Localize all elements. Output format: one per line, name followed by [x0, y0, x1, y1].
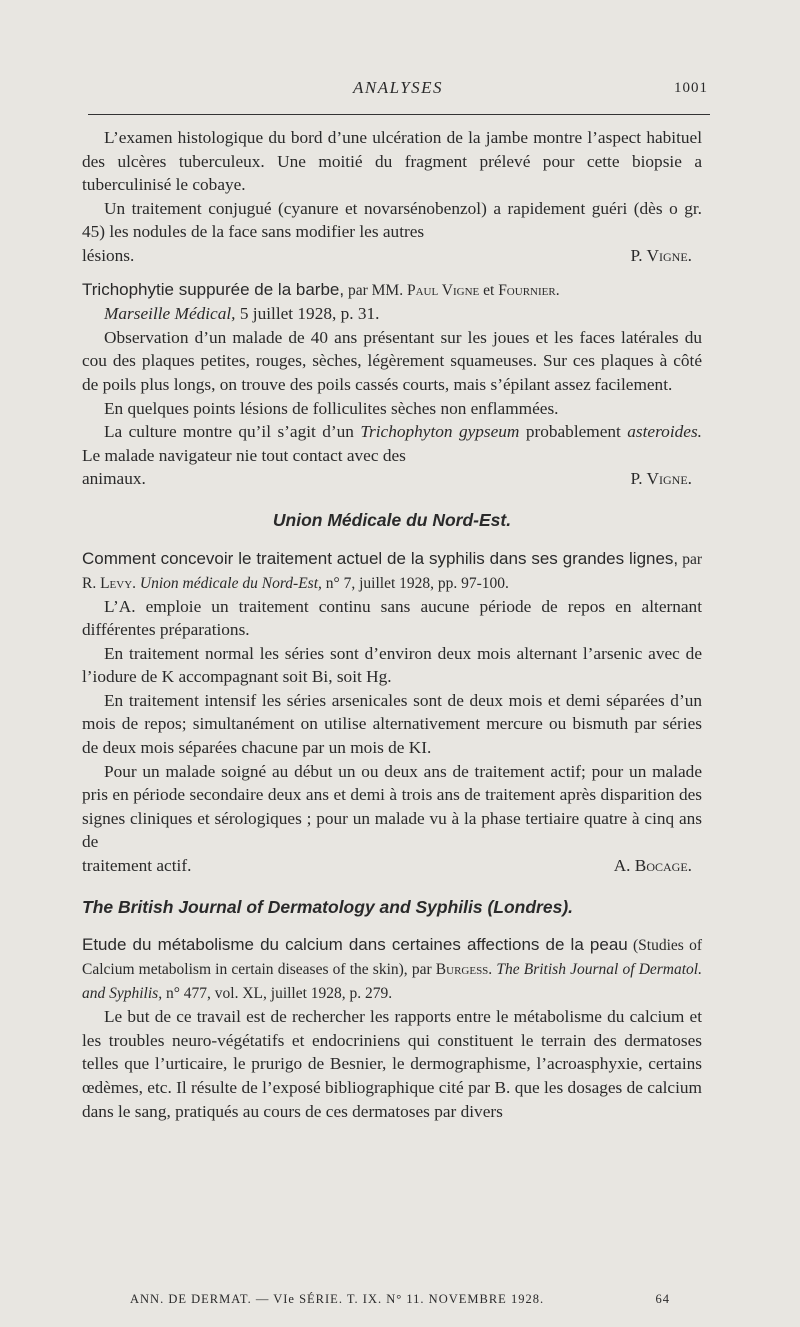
- species-name: Trichophyton gypseum: [360, 422, 520, 442]
- paragraph-end-with-signature: [82, 244, 702, 268]
- paragraph: La culture montre qu’il s’agit d’un Trichophyton gypseum probablement asteroides. Le malade navigateur nie tout contact avec des: [82, 422, 702, 465]
- page-header: [88, 78, 708, 102]
- journal-name: The British Journal of Dermatol. and Syphilis,: [82, 961, 702, 1003]
- journal-name: Union médicale du Nord-Est,: [136, 574, 322, 592]
- paragraph-tail: animaux.: [82, 469, 146, 489]
- article-heading: Comment concevoir le traitement actuel de la syphilis dans ses grandes lignes, par R. Levy. Union médicale du Nord-Est, n° 7, juillet 1928, pp. 97-100.: [82, 548, 703, 592]
- article-title: Comment concevoir le traitement actuel de la syphilis dans ses grandes lignes,: [82, 548, 679, 568]
- paragraph: L’examen histologique du bord d’une ulcération de la jambe montre l’aspect habituel des ulcères tuberculeux. Une moitié du fragment prélevé pour cette biopsie a tuberculinisé le cobaye.: [82, 128, 702, 195]
- paragraph: En quelques points lésions de folliculites sèches non enflammées.: [104, 398, 559, 418]
- article-subtitle: (Studies of Calcium metabolism in certain diseases of the skin), par: [82, 937, 703, 979]
- article-heading: Etude du métabolisme du calcium dans certaines affections de la peau (Studies of Calcium metabolism in certain diseases of the skin), par Burgess. The British Journal of Dermatol. and Syphilis, n° 477, vol. XL, juillet 1928, p. 279.: [82, 935, 703, 1003]
- signature: A. Bocage.: [613, 856, 692, 876]
- author: Paul Vigne: [406, 281, 480, 299]
- paragraph: En traitement intensif les séries arsenicales sont de deux mois et demi séparées d’un mois de repos; simultanément on utilise alternativement mercure ou bismuth par séries de deux mois séparées chacune par un mois de KI.: [82, 690, 702, 758]
- signature: P. Vigne.: [630, 245, 692, 265]
- author: Fournier.: [498, 281, 560, 299]
- paragraph: Un traitement conjugué (cyanure et novarsénobenzol) a rapidement guéri (dès o gr. 45) les nodules de la face sans modifier les autres: [82, 198, 702, 242]
- paragraph-end-with-signature: [82, 854, 702, 878]
- author: R. Levy.: [82, 574, 137, 592]
- paragraph-tail: lésions.: [82, 245, 135, 265]
- paragraph-tail: traitement actif.: [82, 856, 192, 876]
- paragraph: L’A. emploie un traitement continu sans aucune période de repos en alternant différentes préparations.: [82, 596, 702, 640]
- species-variety: asteroides.: [627, 422, 702, 442]
- paragraph: En traitement normal les séries sont d’environ deux mois alternant l’arsenic avec de l’iodure de K accompagnant soit Bi, soit Hg.: [82, 643, 702, 687]
- running-head: ANALYSES: [352, 78, 444, 97]
- journal-name: Marseille Médical,: [104, 304, 236, 324]
- footer-citation: ANN. DE DERMAT. — VIe SÉRIE. T. IX. N° 11. NOVEMBRE 1928.: [130, 1292, 545, 1306]
- header-rule: [88, 114, 710, 115]
- journal-heading: Union Médicale du Nord-Est.: [272, 509, 512, 530]
- page-footer: [130, 1292, 670, 1307]
- paragraph-end-with-signature: [82, 467, 702, 491]
- signature: P. Vigne.: [630, 469, 692, 489]
- author: Burgess.: [435, 961, 493, 979]
- article-heading: Trichophytie suppurée de la barbe, par MM. Paul Vigne et Fournier.: [82, 279, 560, 299]
- paragraph: Pour un malade soigné au début un ou deux ans de traitement actif; pour un malade pris en période secondaire deux ans et demi à trois ans de traitement après disparition des signes cliniques et sérologiques ; pour un malade vu à la phase tertiaire quatre à cinq ans de: [82, 761, 702, 852]
- paragraph: Le but de ce travail est de rechercher les rapports entre le métabolisme du calcium et les troubles neuro-végétatifs et endocriniens qui constituent le terrain des dermatoses telles que l’urticaire, le prurigo de Besnier, le dermographisme, l’acroasphyxie, certains œdèmes, etc. Il résulte de l’exposé bibliographique cité par B. que les dosages de calcium dans le sang, pratiqués au cours de ces dermatoses par divers: [82, 1007, 702, 1121]
- article-title: Trichophytie suppurée de la barbe,: [82, 279, 345, 299]
- article-title: Etude du métabolisme du calcium dans certaines affections de la peau: [82, 935, 628, 955]
- journal-heading: The British Journal of Dermatology and Syphilis (Londres).: [82, 896, 574, 917]
- page-body: [82, 126, 702, 1123]
- signature-mark: 64: [655, 1292, 670, 1306]
- page-number: 1001: [674, 80, 708, 96]
- article-reference: Marseille Médical, 5 juillet 1928, p. 31.: [104, 304, 380, 324]
- paragraph: Observation d’un malade de 40 ans présentant sur les joues et les faces latérales du cou des plaques petites, rouges, sèches, légèrement squameuses. Sur ces plaques à côté de poils plus longs, on trouve des poils cassés courts, mais s’épilant assez facilement.: [82, 327, 702, 394]
